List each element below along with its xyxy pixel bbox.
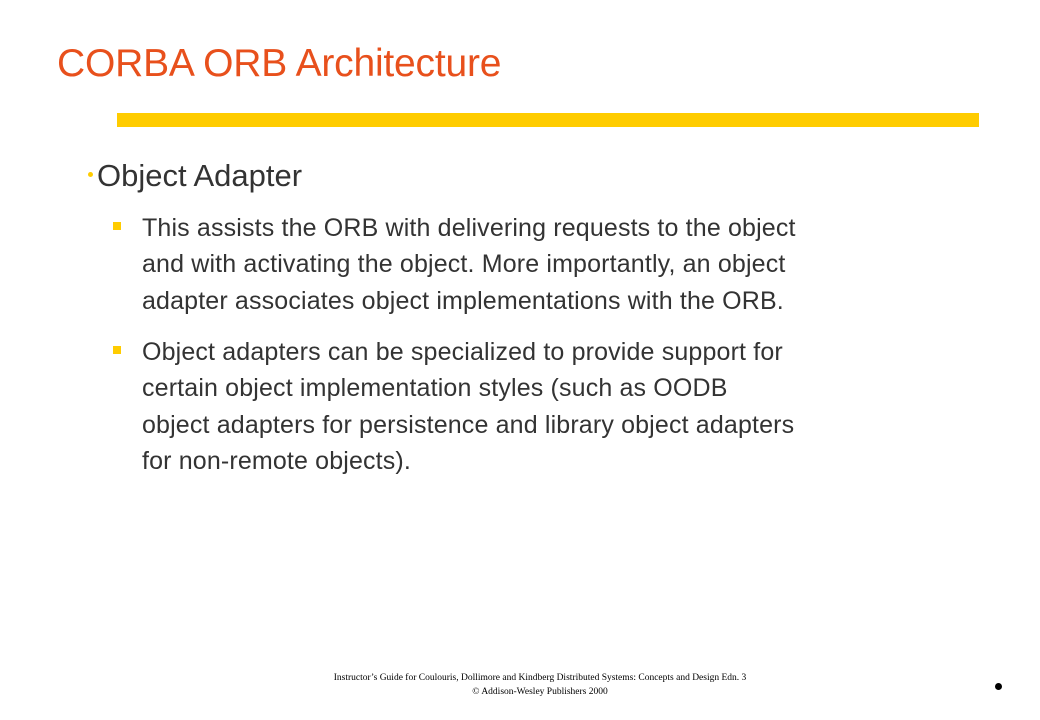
corner-dot-icon xyxy=(995,683,1002,690)
text-line: This assists the ORB with delivering requests to the object xyxy=(142,214,796,242)
bullet-dot-icon xyxy=(88,172,93,177)
text-line: object adapters for persistence and library object adapters xyxy=(142,410,795,439)
text-line: adapter associates object implementations with the ORB. xyxy=(142,286,784,315)
title-underline-bar xyxy=(117,113,979,127)
text-line: and with activating the object. More importantly, an object xyxy=(142,250,786,279)
sub-bullet-text xyxy=(142,334,982,479)
text-line: certain object implementation styles (such as OODB xyxy=(142,374,728,403)
text-line: for non-remote objects). xyxy=(142,446,411,475)
sub-bullet-text xyxy=(142,210,982,319)
footer-copyright: © Addison-Wesley Publishers 2000 xyxy=(472,687,608,697)
text-line: Object adapters can be specialized to provide support for xyxy=(142,338,783,366)
square-bullet-icon xyxy=(113,222,121,230)
bullet-heading: Object Adapter xyxy=(97,158,303,193)
footer-credit: Instructor’s Guide for Coulouris, Dollimore and Kindberg Distributed Systems: Concepts and Design Edn. 3 xyxy=(333,673,747,683)
slide-footer xyxy=(300,671,780,699)
slide-title: CORBA ORB Architecture xyxy=(57,42,502,85)
square-bullet-icon xyxy=(113,346,121,354)
